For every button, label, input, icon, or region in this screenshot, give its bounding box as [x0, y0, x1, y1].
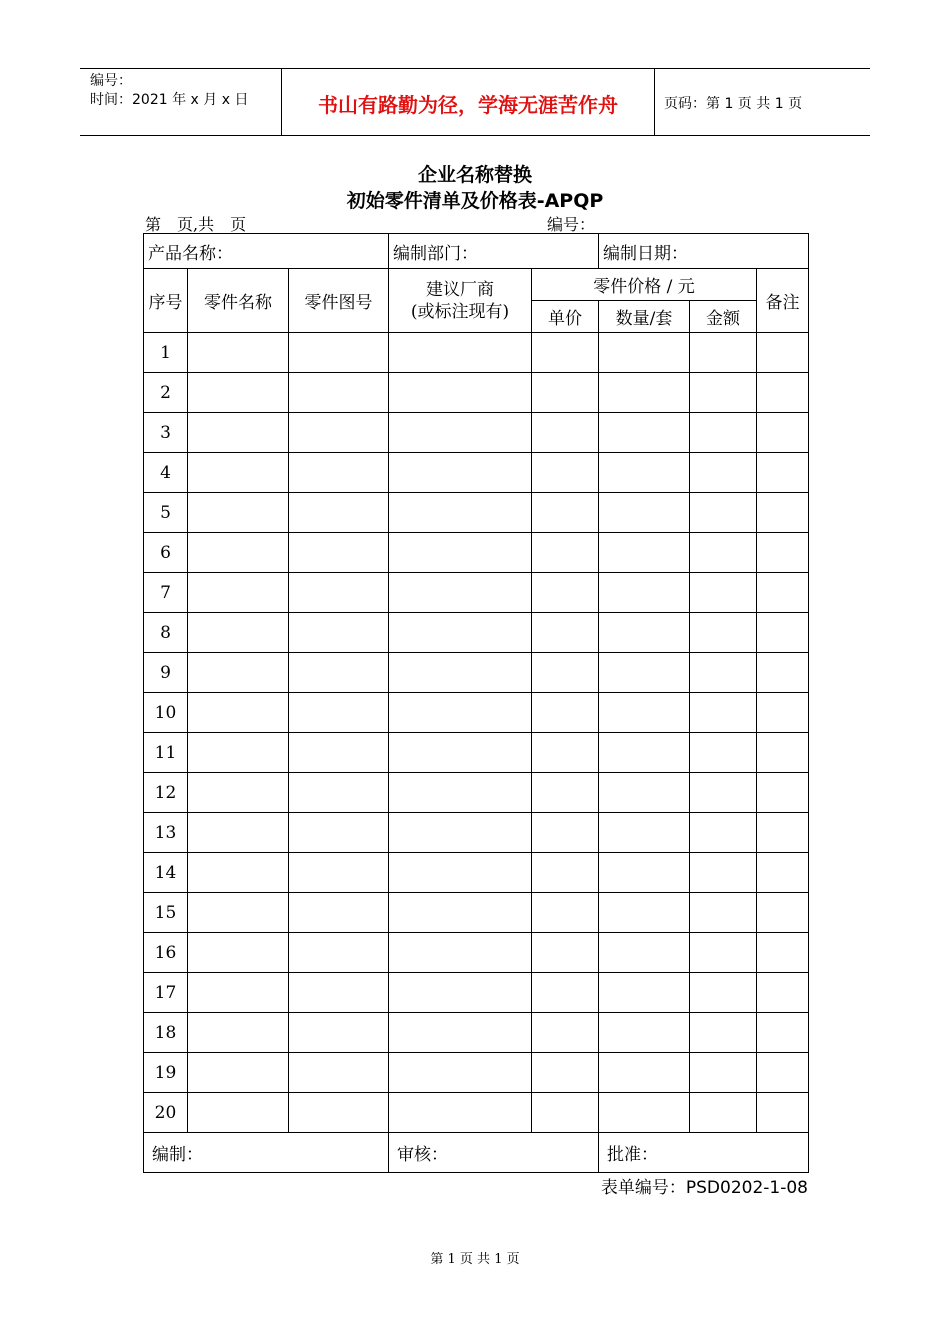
qty-cell[interactable]	[599, 653, 690, 693]
table-row	[144, 933, 809, 973]
remark-cell[interactable]	[757, 533, 809, 573]
remark-cell[interactable]	[757, 613, 809, 653]
table-row	[144, 613, 809, 653]
amount-cell[interactable]	[690, 413, 757, 453]
part-name-cell[interactable]	[188, 453, 289, 493]
parts-price-table	[143, 233, 809, 1173]
col-amount-header: 金额	[690, 301, 757, 333]
part-name-cell[interactable]	[188, 733, 289, 773]
vendor-cell[interactable]	[389, 693, 532, 733]
header-divider	[654, 69, 655, 135]
part-name-cell[interactable]	[188, 1013, 289, 1053]
part-drawing-cell[interactable]	[289, 733, 389, 773]
amount-cell[interactable]	[690, 853, 757, 893]
row-seq-number: 17	[144, 973, 188, 1013]
part-drawing-cell[interactable]	[289, 1013, 389, 1053]
part-name-cell[interactable]	[188, 573, 289, 613]
part-drawing-cell[interactable]	[289, 653, 389, 693]
amount-cell[interactable]	[690, 333, 757, 373]
amount-cell[interactable]	[690, 933, 757, 973]
table-row	[144, 653, 809, 693]
col-part-name-header: 零件名称	[188, 269, 289, 333]
row-seq-number: 12	[144, 773, 188, 813]
header-row	[144, 269, 809, 301]
vendor-cell[interactable]	[389, 853, 532, 893]
unit-price-cell[interactable]	[532, 613, 599, 653]
part-name-cell[interactable]	[188, 1093, 289, 1133]
table-row	[144, 573, 809, 613]
remark-cell[interactable]	[757, 1013, 809, 1053]
unit-price-cell[interactable]	[532, 1093, 599, 1133]
amount-cell[interactable]	[690, 893, 757, 933]
page-info: 第__页,共__页	[145, 215, 247, 234]
col-vendor-line1: 建议厂商	[426, 279, 494, 300]
unit-price-cell[interactable]	[532, 333, 599, 373]
amount-cell[interactable]	[690, 1053, 757, 1093]
unit-price-cell[interactable]	[532, 653, 599, 693]
vendor-cell[interactable]	[389, 1053, 532, 1093]
part-name-cell[interactable]	[188, 613, 289, 653]
col-qty-header: 数量/套	[599, 301, 690, 333]
amount-cell[interactable]	[690, 533, 757, 573]
unit-price-cell[interactable]	[532, 773, 599, 813]
part-name-cell[interactable]	[188, 853, 289, 893]
doc-number-label: 编号：	[547, 215, 596, 234]
amount-cell[interactable]	[690, 573, 757, 613]
row-seq-number: 2	[144, 373, 188, 413]
approved-by-cell[interactable]: 批准：	[599, 1133, 809, 1173]
part-drawing-cell[interactable]	[289, 973, 389, 1013]
row-seq-number: 13	[144, 813, 188, 853]
part-name-cell[interactable]	[188, 653, 289, 693]
page-footer: 第 1 页 共 1 页	[430, 1252, 520, 1267]
unit-price-cell[interactable]	[532, 1013, 599, 1053]
vendor-cell[interactable]	[389, 773, 532, 813]
table-row	[144, 413, 809, 453]
date-cell[interactable]: 编制日期：	[599, 234, 809, 269]
amount-cell[interactable]	[690, 373, 757, 413]
remark-cell[interactable]	[757, 453, 809, 493]
unit-price-cell[interactable]	[532, 733, 599, 773]
row-seq-number: 10	[144, 693, 188, 733]
qty-cell[interactable]	[599, 533, 690, 573]
qty-cell[interactable]	[599, 573, 690, 613]
table-row	[144, 813, 809, 853]
amount-cell[interactable]	[690, 733, 757, 773]
amount-cell[interactable]	[690, 613, 757, 653]
vendor-cell[interactable]	[389, 453, 532, 493]
vendor-cell[interactable]	[389, 613, 532, 653]
col-vendor-line2: (或标注现有)	[410, 301, 510, 322]
qty-cell[interactable]	[599, 853, 690, 893]
row-seq-number: 7	[144, 573, 188, 613]
vendor-cell[interactable]	[389, 813, 532, 853]
remark-cell[interactable]	[757, 933, 809, 973]
qty-cell[interactable]	[599, 693, 690, 733]
part-name-cell[interactable]	[188, 493, 289, 533]
vendor-cell[interactable]	[389, 933, 532, 973]
serial-label: 编号：	[90, 73, 132, 89]
row-seq-number: 1	[144, 333, 188, 373]
part-name-cell[interactable]	[188, 373, 289, 413]
unit-price-cell[interactable]	[532, 933, 599, 973]
part-drawing-cell[interactable]	[289, 893, 389, 933]
qty-cell[interactable]	[599, 453, 690, 493]
unit-price-cell[interactable]	[532, 453, 599, 493]
remark-cell[interactable]	[757, 1093, 809, 1133]
row-seq-number: 6	[144, 533, 188, 573]
table-row	[144, 773, 809, 813]
qty-cell[interactable]	[599, 1053, 690, 1093]
part-name-cell[interactable]	[188, 1053, 289, 1093]
part-name-cell[interactable]	[188, 973, 289, 1013]
remark-cell[interactable]	[757, 853, 809, 893]
part-name-cell[interactable]	[188, 773, 289, 813]
unit-price-cell[interactable]	[532, 493, 599, 533]
vendor-cell[interactable]	[389, 333, 532, 373]
part-drawing-cell[interactable]	[289, 813, 389, 853]
vendor-cell[interactable]	[389, 733, 532, 773]
table-row	[144, 453, 809, 493]
part-drawing-cell[interactable]	[289, 1053, 389, 1093]
part-drawing-cell[interactable]	[289, 453, 389, 493]
info-row	[144, 234, 809, 269]
header-motto: 书山有路勤为径，学海无涯苦作舟	[318, 92, 618, 117]
vendor-cell[interactable]	[389, 653, 532, 693]
document-header	[80, 68, 870, 136]
remark-cell[interactable]	[757, 413, 809, 453]
part-drawing-cell[interactable]	[289, 773, 389, 813]
unit-price-cell[interactable]	[532, 813, 599, 853]
amount-cell[interactable]	[690, 973, 757, 1013]
remark-cell[interactable]	[757, 333, 809, 373]
vendor-cell[interactable]	[389, 893, 532, 933]
part-name-cell[interactable]	[188, 413, 289, 453]
row-seq-number: 16	[144, 933, 188, 973]
table-body	[144, 333, 809, 1133]
col-part-drawing-header: 零件图号	[289, 269, 389, 333]
row-seq-number: 15	[144, 893, 188, 933]
table-row	[144, 973, 809, 1013]
remark-cell[interactable]	[757, 653, 809, 693]
time-label: 时间：2021 年 x 月 x 日	[90, 92, 249, 108]
vendor-cell[interactable]	[389, 1013, 532, 1053]
row-seq-number: 11	[144, 733, 188, 773]
qty-cell[interactable]	[599, 733, 690, 773]
qty-cell[interactable]	[599, 933, 690, 973]
remark-cell[interactable]	[757, 373, 809, 413]
qty-cell[interactable]	[599, 413, 690, 453]
amount-cell[interactable]	[690, 453, 757, 493]
product-name-cell[interactable]: 产品名称：	[144, 234, 389, 269]
unit-price-cell[interactable]	[532, 1053, 599, 1093]
col-unit-price-header: 单价	[532, 301, 599, 333]
table-row	[144, 693, 809, 733]
amount-cell[interactable]	[690, 493, 757, 533]
dept-cell[interactable]: 编制部门：	[389, 234, 599, 269]
unit-price-cell[interactable]	[532, 853, 599, 893]
amount-cell[interactable]	[690, 813, 757, 853]
remark-cell[interactable]	[757, 773, 809, 813]
row-seq-number: 18	[144, 1013, 188, 1053]
reviewed-by-cell[interactable]: 审核：	[389, 1133, 599, 1173]
amount-cell[interactable]	[690, 773, 757, 813]
part-drawing-cell[interactable]	[289, 613, 389, 653]
remark-cell[interactable]	[757, 573, 809, 613]
remark-cell[interactable]	[757, 973, 809, 1013]
remark-cell[interactable]	[757, 493, 809, 533]
amount-cell[interactable]	[690, 693, 757, 733]
unit-price-cell[interactable]	[532, 413, 599, 453]
qty-cell[interactable]	[599, 373, 690, 413]
part-drawing-cell[interactable]	[289, 413, 389, 453]
table-row	[144, 533, 809, 573]
vendor-cell[interactable]	[389, 413, 532, 453]
part-drawing-cell[interactable]	[289, 933, 389, 973]
part-drawing-cell[interactable]	[289, 373, 389, 413]
part-name-cell[interactable]	[188, 333, 289, 373]
vendor-cell[interactable]	[389, 373, 532, 413]
part-drawing-cell[interactable]	[289, 533, 389, 573]
qty-cell[interactable]	[599, 613, 690, 653]
row-seq-number: 9	[144, 653, 188, 693]
qty-cell[interactable]	[599, 1013, 690, 1053]
part-name-cell[interactable]	[188, 893, 289, 933]
vendor-cell[interactable]	[389, 973, 532, 1013]
qty-cell[interactable]	[599, 813, 690, 853]
unit-price-cell[interactable]	[532, 893, 599, 933]
part-name-cell[interactable]	[188, 933, 289, 973]
table-row	[144, 853, 809, 893]
prepared-by-cell[interactable]: 编制：	[144, 1133, 389, 1173]
part-name-cell[interactable]	[188, 693, 289, 733]
unit-price-cell[interactable]	[532, 573, 599, 613]
unit-price-cell[interactable]	[532, 973, 599, 1013]
row-seq-number: 19	[144, 1053, 188, 1093]
row-seq-number: 8	[144, 613, 188, 653]
table-row	[144, 893, 809, 933]
row-seq-number: 3	[144, 413, 188, 453]
qty-cell[interactable]	[599, 973, 690, 1013]
remark-cell[interactable]	[757, 813, 809, 853]
unit-price-cell[interactable]	[532, 373, 599, 413]
row-seq-number: 14	[144, 853, 188, 893]
page-number-label: 页码：第 1 页 共 1 页	[664, 96, 803, 112]
amount-cell[interactable]	[690, 653, 757, 693]
table-row	[144, 493, 809, 533]
table-row	[144, 1053, 809, 1093]
part-drawing-cell[interactable]	[289, 333, 389, 373]
qty-cell[interactable]	[599, 493, 690, 533]
vendor-cell[interactable]	[389, 1093, 532, 1133]
remark-cell[interactable]	[757, 1053, 809, 1093]
col-vendor-header	[389, 269, 532, 333]
col-price-group-header: 零件价格 / 元	[532, 269, 757, 301]
form-number: 表单编号：PSD0202-1-08	[600, 1178, 808, 1198]
vendor-cell[interactable]	[389, 493, 532, 533]
table-row	[144, 333, 809, 373]
table-row	[144, 373, 809, 413]
part-drawing-cell[interactable]	[289, 693, 389, 733]
part-drawing-cell[interactable]	[289, 1093, 389, 1133]
row-seq-number: 5	[144, 493, 188, 533]
vendor-cell[interactable]	[389, 573, 532, 613]
signature-row	[144, 1133, 809, 1173]
company-name: 企业名称替换	[417, 164, 532, 186]
table-row	[144, 733, 809, 773]
vendor-cell[interactable]	[389, 533, 532, 573]
qty-cell[interactable]	[599, 893, 690, 933]
part-name-cell[interactable]	[188, 813, 289, 853]
table-row	[144, 1093, 809, 1133]
part-drawing-cell[interactable]	[289, 853, 389, 893]
qty-cell[interactable]	[599, 1093, 690, 1133]
col-seq-header: 序号	[144, 269, 188, 333]
remark-cell[interactable]	[757, 693, 809, 733]
row-seq-number: 4	[144, 453, 188, 493]
part-drawing-cell[interactable]	[289, 573, 389, 613]
part-name-cell[interactable]	[188, 533, 289, 573]
table-row	[144, 1013, 809, 1053]
unit-price-cell[interactable]	[532, 533, 599, 573]
header-meta	[90, 72, 248, 110]
row-seq-number: 20	[144, 1093, 188, 1133]
part-drawing-cell[interactable]	[289, 493, 389, 533]
qty-cell[interactable]	[599, 333, 690, 373]
remark-cell[interactable]	[757, 733, 809, 773]
qty-cell[interactable]	[599, 773, 690, 813]
remark-cell[interactable]	[757, 893, 809, 933]
unit-price-cell[interactable]	[532, 693, 599, 733]
form-title: 初始零件清单及价格表-APQP	[346, 190, 604, 212]
col-remark-header: 备注	[757, 269, 809, 333]
amount-cell[interactable]	[690, 1093, 757, 1133]
amount-cell[interactable]	[690, 1013, 757, 1053]
